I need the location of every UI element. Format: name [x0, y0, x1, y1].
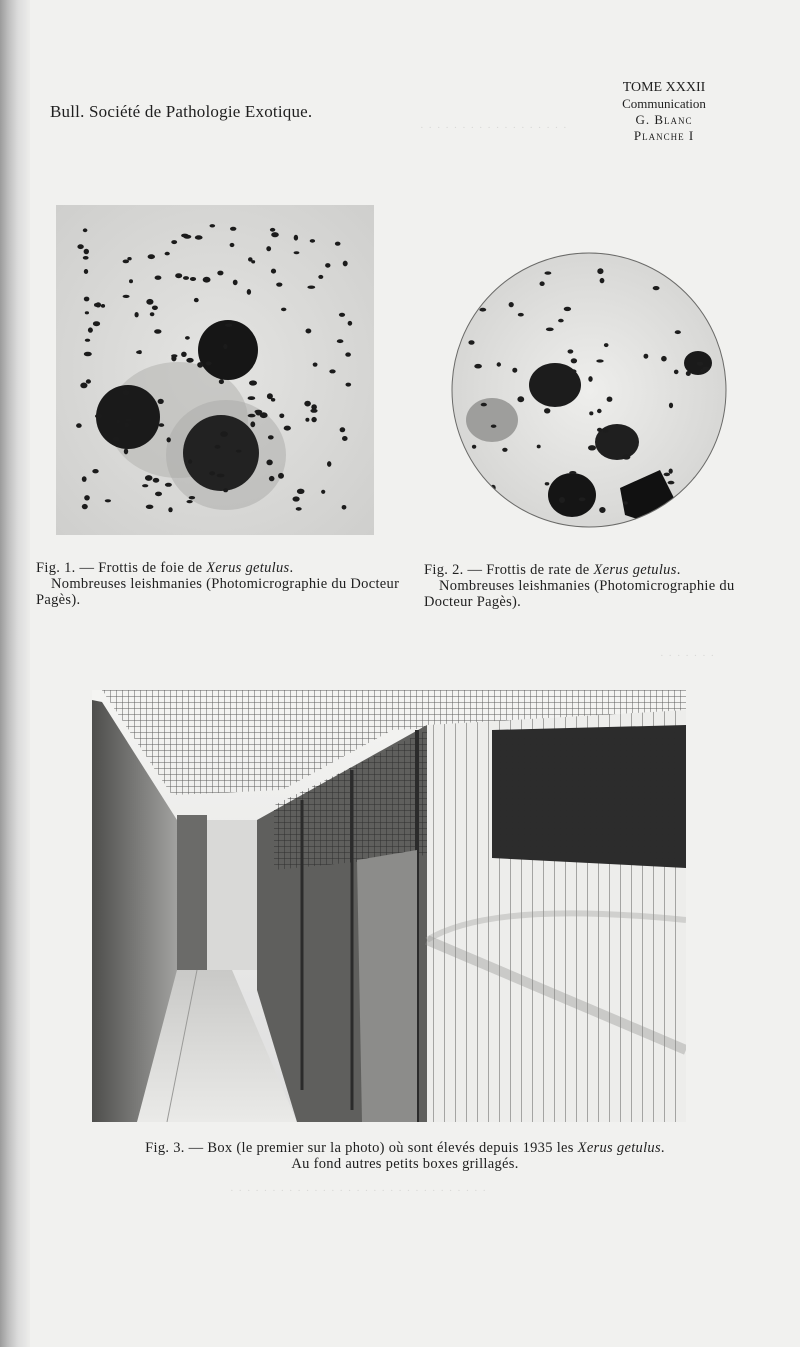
leishmania-dot: [579, 497, 586, 501]
figure-2-caption-lead: — Frottis de rate de: [467, 562, 590, 578]
leishmania-dot: [271, 232, 279, 237]
leishmania-dot: [84, 352, 92, 357]
leishmania-dot: [77, 244, 83, 249]
leishmania-dot: [85, 311, 89, 314]
leishmania-dot: [266, 246, 271, 251]
leishmania-dot: [152, 306, 158, 311]
leishmania-dot: [195, 235, 203, 239]
leishmania-dot: [150, 312, 155, 316]
leishmania-dot: [220, 431, 228, 437]
leishmania-dot: [669, 403, 673, 409]
leishmania-dot: [247, 289, 251, 295]
leishmania-dot: [622, 454, 630, 459]
leishmania-dot: [279, 414, 284, 419]
leishmania-dot: [318, 275, 323, 279]
leishmania-dot: [558, 319, 564, 323]
leishmania-dot: [293, 496, 300, 501]
leishmania-dot: [689, 509, 696, 514]
leishmania-dot: [93, 321, 100, 326]
leishmania-dot: [702, 367, 710, 371]
leishmania-dot: [194, 298, 199, 302]
leishmania-dot: [185, 336, 190, 340]
leishmania-dot: [491, 425, 497, 428]
leishmania-dot: [236, 450, 242, 453]
leishmania-dot: [653, 286, 660, 290]
leishmania-dot: [348, 321, 353, 326]
leishmania-dot: [223, 344, 227, 349]
leishmania-dot: [83, 228, 88, 232]
leishmania-dot: [148, 254, 155, 259]
leishmania-dot: [266, 460, 272, 466]
leishmania-dot: [588, 445, 596, 450]
plate-header: [600, 80, 728, 144]
figure-3-caption-tail: Au fond autres petits boxes grillagés.: [291, 1156, 519, 1172]
leishmania-dot: [294, 235, 298, 241]
leishmania-dot: [101, 304, 105, 308]
leishmania-dot: [296, 507, 302, 511]
leishmania-dot: [568, 349, 574, 353]
leishmania-dot: [278, 473, 284, 479]
leishmania-dot: [188, 459, 192, 463]
leishmania-dot: [124, 422, 129, 428]
leishmania-dot: [159, 423, 165, 427]
figure-2-caption: Fig. 2. — Frottis de rate de Xerus getulus. Nombreuses leishmanies (Photomicrographie du Docteur Pagès).: [424, 562, 735, 610]
leishmania-dot: [281, 308, 286, 312]
leishmania-dot: [215, 445, 221, 449]
leishmania-dot: [230, 227, 236, 231]
leishmania-dot: [545, 482, 550, 485]
leishmania-dot: [230, 243, 235, 247]
figure-3-enclosure-photograph: [92, 690, 686, 1122]
figure-2-spleen-smear-micrograph: [450, 250, 730, 532]
figure-1-species: Xerus getulus: [206, 560, 290, 576]
leishmania-dot: [113, 437, 120, 442]
leishmania-dot: [154, 329, 161, 334]
leishmania-dot: [599, 507, 605, 513]
leishmania-dot: [146, 505, 154, 509]
leishmania-dot: [88, 327, 93, 332]
leishmania-dot: [122, 390, 129, 396]
leishmania-dot: [337, 339, 344, 343]
bleed-through-text: · · · · · · · · · · · · · · · · · · · · · · · · · · · · · · ·: [230, 1185, 488, 1197]
leishmania-dot: [342, 436, 348, 441]
leishmania-dot: [603, 428, 608, 432]
figure-3-caption: Fig. 3. — Box (le premier sur la photo) où sont élevés depuis 1935 les Xerus getulus. Au fond autres petits boxes grillagés.: [145, 1140, 665, 1172]
leishmania-dot: [589, 411, 593, 415]
leishmania-dot: [346, 383, 352, 387]
leishmania-dot: [509, 302, 514, 307]
leishmania-dot: [155, 276, 162, 280]
leishmania-dot: [123, 295, 130, 298]
leishmania-dot: [305, 418, 309, 422]
leishmania-dot: [327, 461, 331, 467]
leishmania-dot: [474, 364, 482, 369]
leishmania-dot: [479, 308, 486, 312]
leishmania-dot: [175, 273, 182, 278]
leishmania-dot: [267, 393, 273, 399]
leishmania-dot: [217, 474, 225, 478]
figure-1-number: Fig. 1.: [36, 560, 76, 576]
leishmania-dot: [545, 271, 552, 274]
leishmania-dot: [126, 418, 132, 422]
leishmania-dot: [171, 240, 177, 244]
leishmania-dot: [167, 437, 171, 442]
figure-3-species: Xerus getulus: [577, 1140, 661, 1156]
leishmania-dot: [604, 343, 609, 347]
leishmania-dot: [155, 492, 162, 497]
leishmania-dot: [86, 379, 91, 383]
author-name: G. Blanc: [635, 112, 693, 127]
figure-1-caption-tail: Nombreuses leishmanies (Photomicrographie du Docteur Pagès).: [36, 576, 400, 608]
leishmania-dot: [310, 409, 317, 413]
leishmania-dot: [129, 279, 133, 283]
leishmania-dot: [304, 401, 311, 407]
leishmania-dot: [92, 469, 98, 473]
leishmania-dot: [82, 504, 88, 509]
figure-1-liver-smear-micrograph: [56, 205, 374, 535]
leishmania-dot: [158, 399, 164, 404]
bleed-through-text: · · · · · · · · · · · · · · · · · ·: [420, 122, 568, 134]
leishmania-dot: [181, 234, 188, 238]
leishmania-dot: [340, 427, 346, 432]
leishmania-dot: [249, 380, 257, 385]
leishmania-dot: [124, 448, 128, 454]
leishmania-dot: [339, 313, 345, 317]
leishmania-dot: [537, 445, 541, 449]
leishmania-dot: [544, 408, 550, 413]
leishmania-dot: [250, 421, 255, 427]
figure-2-number: Fig. 2.: [424, 562, 464, 578]
leishmania-dot: [260, 412, 268, 418]
leishmania-dot: [597, 268, 603, 274]
leishmania-dot: [168, 507, 172, 512]
leishmania-dot: [268, 435, 274, 439]
plate-label: Planche I: [633, 128, 695, 143]
tome-number: TOME XXXII: [622, 80, 706, 95]
leishmania-dot: [311, 417, 316, 422]
figure-2-caption-tail: Nombreuses leishmanies (Photomicrographie du Docteur Pagès).: [424, 578, 735, 610]
leishmania-dot: [123, 260, 129, 264]
leishmania-dot: [569, 471, 576, 474]
leishmania-dot: [251, 260, 255, 263]
leishmania-dot: [105, 499, 111, 502]
leishmania-dot: [171, 354, 177, 357]
figure-1-caption-lead: — Frottis de foie de: [79, 560, 203, 576]
leishmania-dot: [85, 339, 90, 342]
leishmania-dot: [116, 420, 120, 424]
leishmania-dot: [588, 376, 592, 382]
leishmania-dot: [597, 409, 602, 413]
leishmania-dot: [223, 488, 228, 492]
leishmania-dot: [571, 358, 577, 363]
leishmania-dot: [644, 354, 649, 359]
leishmania-dot: [472, 445, 476, 449]
leishmania-dot: [270, 228, 275, 232]
leishmania-dot: [294, 251, 300, 254]
leishmania-dot: [76, 423, 82, 428]
leishmania-dot: [83, 256, 89, 260]
figure-3-caption-lead: — Box (le premier sur la photo) où sont élevés depuis 1935 les: [188, 1140, 574, 1156]
leishmania-dot: [345, 352, 351, 356]
journal-title: Bull. Société de Pathologie Exotique.: [50, 102, 313, 121]
leishmania-dot: [284, 426, 291, 431]
leishmania-dot: [146, 299, 153, 305]
leishmania-dot: [517, 396, 524, 402]
leishmania-dot: [342, 505, 347, 510]
leishmania-dot: [136, 351, 141, 354]
leishmania-dot: [540, 281, 545, 286]
leishmania-dot: [142, 484, 148, 487]
leishmania-dot: [183, 276, 189, 280]
leishmania-dot: [190, 277, 196, 281]
leishmania-dot: [518, 313, 524, 317]
leishmania-dot: [670, 504, 674, 508]
leishmania-dot: [569, 369, 576, 373]
leishmania-dot: [607, 397, 613, 402]
leishmania-dot: [481, 403, 487, 407]
leishmania-dot: [189, 496, 195, 499]
leishmania-dot: [95, 302, 101, 307]
leishmania-dot: [269, 476, 275, 481]
leishmania-dot: [661, 356, 667, 362]
leishmania-dot: [596, 359, 603, 362]
leishmania-dot: [80, 383, 87, 389]
leishmania-dot: [497, 362, 501, 366]
leishmania-dot: [502, 448, 507, 452]
leishmania-dot: [84, 269, 88, 274]
leishmania-dot: [597, 428, 602, 432]
leishmania-dot: [335, 242, 341, 246]
leishmania-dot: [669, 469, 673, 474]
leishmania-dot: [84, 495, 90, 500]
leishmania-dot: [84, 297, 90, 302]
leishmania-dot: [206, 361, 212, 365]
leishmania-dot: [248, 414, 256, 418]
section-label: Communication: [622, 96, 706, 111]
leishmania-dot: [271, 269, 276, 274]
leishmania-dot: [468, 340, 474, 345]
leishmania-dot: [546, 328, 554, 332]
leishmania-dot: [217, 271, 223, 276]
leishmania-dot: [197, 362, 203, 368]
leishmania-dot: [165, 483, 172, 487]
leishmania-dot: [668, 481, 675, 485]
leishmania-dot: [153, 478, 160, 483]
figure-2-species: Xerus getulus: [593, 562, 677, 578]
leishmania-dot: [276, 283, 282, 287]
figure-3-number: Fig. 3.: [145, 1140, 185, 1156]
leishmania-dot: [255, 410, 263, 414]
leishmania-dot: [95, 414, 103, 419]
leishmania-dot: [623, 501, 628, 504]
leishmania-dot: [692, 276, 698, 279]
leishmania-dot: [186, 358, 193, 363]
leishmania-dot: [210, 224, 216, 227]
leishmania-dot: [686, 371, 691, 376]
leishmania-dot: [181, 352, 187, 357]
leishmania-dot: [697, 362, 704, 366]
bleed-through-text: · · · · · · ·: [660, 650, 716, 662]
leishmania-dot: [313, 363, 318, 367]
leishmania-dot: [233, 280, 238, 286]
leishmania-dot: [564, 307, 571, 311]
figure-1-caption: Fig. 1. — Frottis de foie de Xerus getulus. Nombreuses leishmanies (Photomicrographie du Docteur Pagès).: [36, 560, 400, 608]
leishmania-dot: [219, 379, 224, 384]
leishmania-dot: [127, 257, 131, 260]
leishmania-dot: [84, 249, 89, 255]
leishmania-dot: [225, 324, 232, 327]
leishmania-dot: [307, 286, 315, 289]
leishmania-dot: [310, 239, 315, 243]
leishmania-dot: [600, 278, 605, 283]
leishmania-dot: [145, 475, 153, 481]
leishmania-dot: [165, 252, 170, 256]
leishmania-dot: [135, 312, 139, 317]
leishmania-dot: [664, 473, 670, 477]
leishmania-dot: [674, 370, 679, 375]
leishmania-dot: [512, 368, 517, 373]
leishmania-dot: [675, 330, 681, 334]
leishmania-dot: [559, 497, 565, 503]
leishmania-dot: [306, 329, 312, 334]
leishmania-dot: [187, 500, 193, 503]
leishmania-dot: [297, 489, 305, 494]
leishmania-dot: [669, 273, 676, 278]
leishmania-dot: [325, 263, 330, 268]
leishmania-dot: [329, 369, 335, 373]
book-spine-shadow: [0, 0, 30, 1347]
leishmania-dot: [209, 471, 215, 475]
leishmania-dot: [102, 433, 107, 437]
leishmania-dot: [82, 476, 87, 482]
leishmania-dot: [248, 396, 256, 400]
leishmania-dot: [343, 261, 348, 267]
leishmania-dot: [203, 277, 211, 283]
leishmania-dot: [321, 490, 325, 494]
